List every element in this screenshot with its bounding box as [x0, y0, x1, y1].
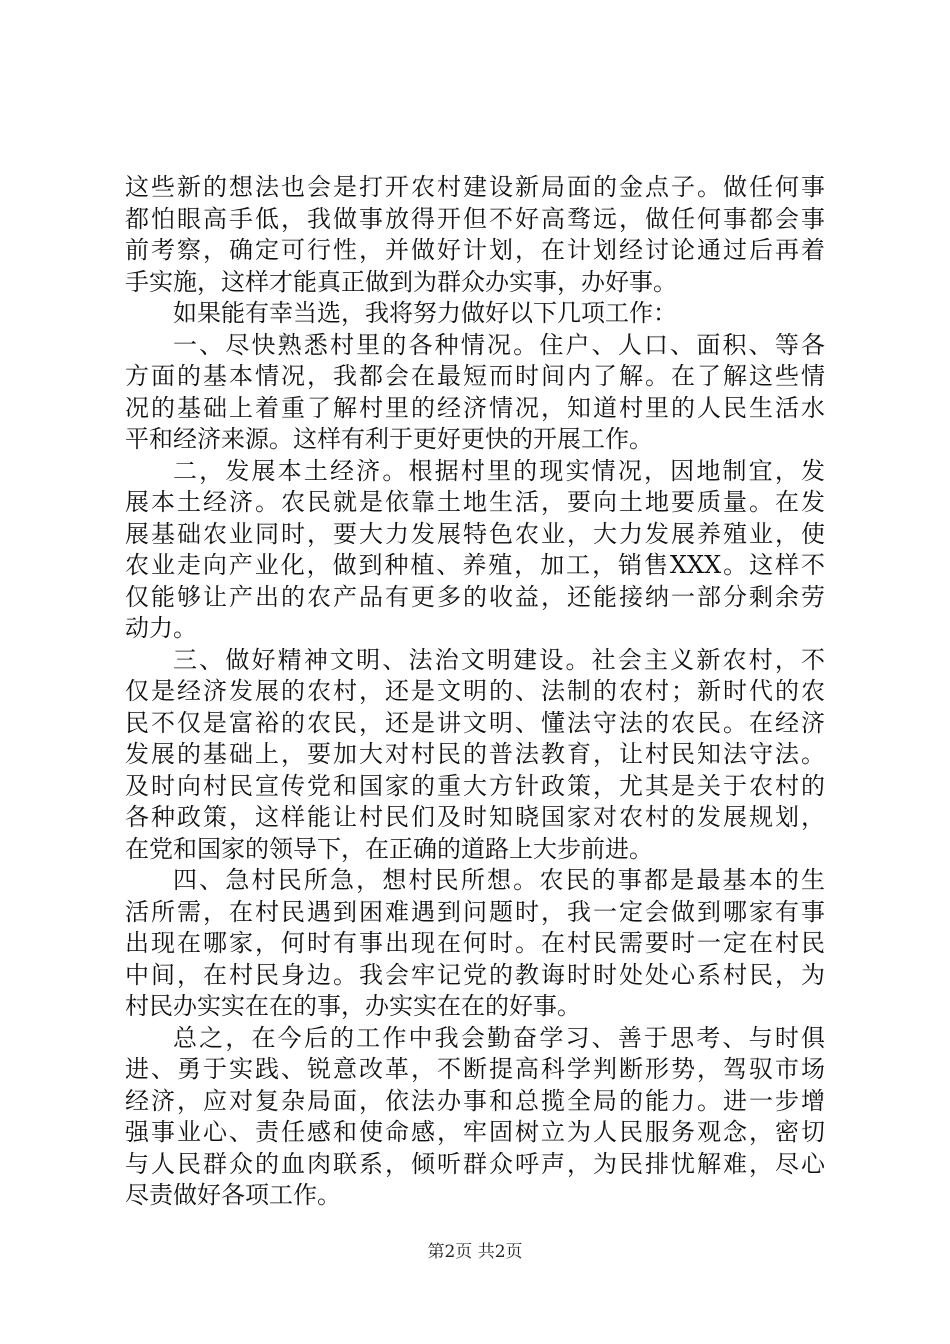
paragraph-line: 手实施，这样才能真正做到为群众办实事，办好事。 [125, 267, 677, 296]
paragraph [125, 865, 825, 1023]
paragraph-line: 进、勇于实践、锐意改革，不断提高科学判断形势，驾驭市场 [125, 1055, 825, 1083]
paragraph [125, 456, 825, 645]
paragraph-line: 都怕眼高手低，我做事放得开但不好高骛远，做任何事都会事 [125, 204, 825, 233]
page-footer: 第2页 共2页 [427, 1242, 523, 1262]
paragraph-line: 一、尽快熟悉村里的各种情况。住户、人口、面积、等各 [173, 330, 825, 359]
paragraph [125, 298, 825, 330]
paragraph-line: 展本土经济。农民就是依靠土地生活，要向土地要质量。在发 [125, 488, 825, 516]
paragraph-line: 活所需，在村民遇到困难遇到问题时，我一定会做到哪家有事 [125, 897, 825, 926]
paragraph [125, 172, 825, 298]
paragraph-line: 动力。 [125, 614, 197, 642]
paragraph [125, 645, 825, 866]
paragraph-line: 方面的基本情况，我都会在最短而时间内了解。在了解这些情 [125, 362, 825, 390]
paragraph-line: 平和经济来源。这样有利于更好更快的开展工作。 [125, 425, 653, 453]
paragraph-line: 村民办实实在在的事，办实实在在的好事。 [125, 992, 581, 1020]
paragraph-line: 三、做好精神文明、法治文明建设。社会主义新农村，不 [173, 645, 825, 674]
paragraph [125, 1023, 825, 1212]
paragraph-line: 仅是经济发展的农村，还是文明的、法制的农村；新时代的农 [125, 677, 825, 705]
paragraph-line: 中间，在村民身边。我会牢记党的教诲时时处处心系村民，为 [125, 960, 825, 989]
document-body [125, 172, 825, 1212]
paragraph-line: 经济，应对复杂局面，依法办事和总揽全局的能力。进一步增 [125, 1086, 825, 1115]
paragraph-line: 发展的基础上，要加大对村民的普法教育，让村民知法守法。 [125, 740, 825, 768]
paragraph-line: 总之，在今后的工作中我会勤奋学习、善于思考、与时俱 [173, 1023, 825, 1052]
paragraph-line: 在党和国家的领导下，在正确的道路上大步前进。 [125, 834, 653, 863]
paragraph-line: 及时向村民宣传党和国家的重大方针政策，尤其是关于农村的 [125, 771, 825, 800]
paragraph-line: 展基础农业同时，要大力发展特色农业，大力发展养殖业，使 [125, 519, 825, 548]
paragraph-line: 如果能有幸当选，我将努力做好以下几项工作： [173, 299, 677, 327]
paragraph-line: 与人民群众的血肉联系，倾听群众呼声，为民排忧解难，尽心 [125, 1149, 825, 1178]
paragraph-line: 仅能够让产出的农产品有更多的收益，还能接纳一部分剩余劳 [125, 582, 825, 611]
paragraph-line: 这些新的想法也会是打开农村建设新局面的金点子。做任何事 [125, 173, 825, 201]
paragraph-line: 强事业心、责任感和使命感，牢固树立为人民服务观念，密切 [125, 1118, 825, 1146]
paragraph-line: 出现在哪家，何时有事出现在何时。在村民需要时一定在村民 [125, 929, 825, 957]
paragraph-line: 农业走向产业化，做到种植、养殖，加工，销售XXX。这样不 [125, 551, 825, 579]
paragraph-line: 况的基础上着重了解村里的经济情况，知道村里的人民生活水 [125, 393, 825, 422]
paragraph-line: 各种政策，这样能让村民们及时知晓国家对农村的发展规划， [125, 803, 825, 831]
paragraph-line: 前考察，确定可行性，并做好计划，在计划经讨论通过后再着 [125, 236, 825, 264]
paragraph-line: 民不仅是富裕的农民，还是讲文明、懂法守法的农民。在经济 [125, 708, 825, 737]
paragraph [125, 330, 825, 456]
paragraph-line: 尽责做好各项工作。 [125, 1181, 341, 1209]
paragraph-line: 四、急村民所急，想村民所想。农民的事都是最基本的生 [173, 866, 825, 894]
paragraph-line: 二，发展本土经济。根据村里的现实情况，因地制宜，发 [173, 456, 825, 485]
